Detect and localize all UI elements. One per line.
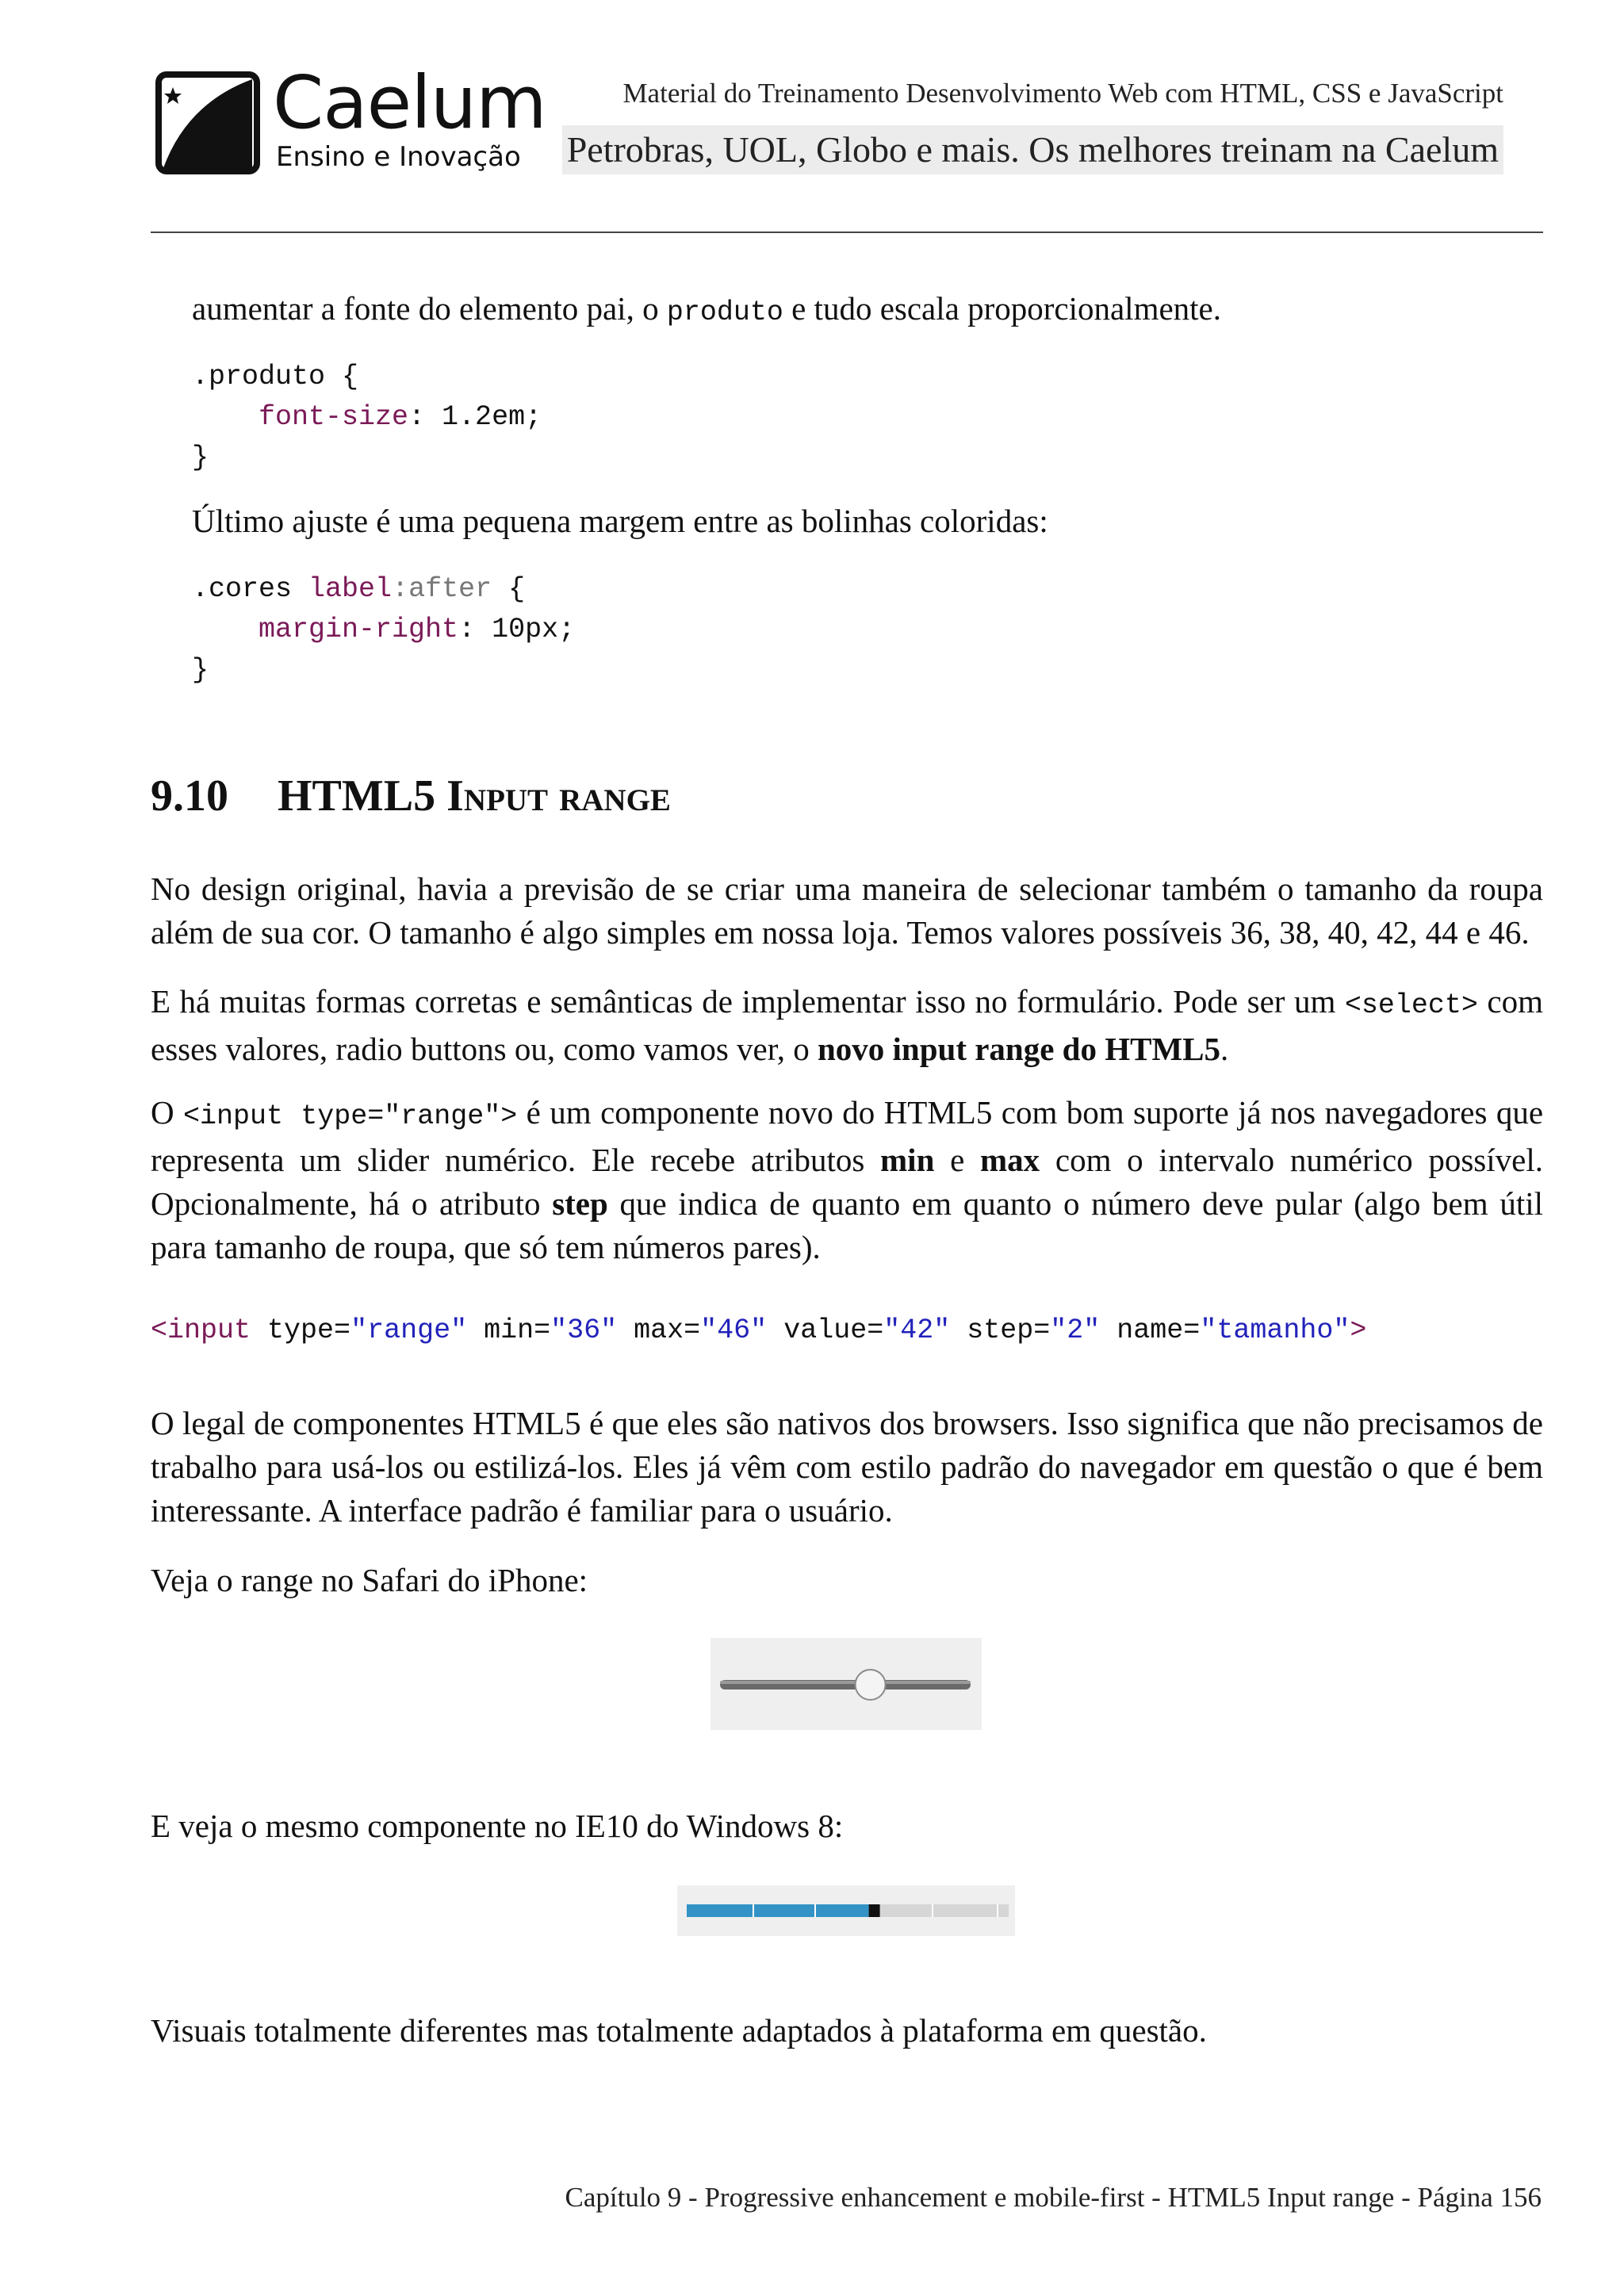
section-title: HTML5 Input range [278, 771, 671, 821]
paragraph-design-original: No design original, havia a previsão de se criar uma maneira de selecionar também o tamanho da roupa além de sua cor. O tamanho é algo simples em nossa loja. Temos valores possíveis 36, 38, 40, 42, 44 e 46. [151, 871, 1543, 951]
code-attr: step= [950, 1314, 1051, 1346]
iphone-range-slider-figure [710, 1638, 982, 1730]
code-close-brace: } [192, 654, 209, 686]
header-divider [151, 232, 1543, 233]
code-tag: <input [151, 1314, 251, 1346]
code-attr-value: "36" [550, 1314, 618, 1346]
code-attr-value: "46" [700, 1314, 768, 1346]
code-block-cores [192, 569, 575, 691]
ie10-range-slider [677, 1885, 1015, 1936]
p3-text-e: que indica de quanto em quanto o número deve pular (algo bem útil para tamanho de roupa, que só tem números pares). [151, 1185, 1543, 1265]
code-attr-value: "42" [883, 1314, 951, 1346]
caelum-logo-icon [155, 71, 260, 174]
p3-inline-code: <input type="range"> [183, 1100, 518, 1132]
code-attr-value: "range" [350, 1314, 468, 1346]
logo-tagline: Ensino e Inovação [276, 141, 521, 173]
paragraph-formas-corretas [151, 980, 1543, 1071]
paragraph-visuais: Visuais totalmente diferentes mas totalmente adaptados à plataforma em questão. [151, 2012, 1207, 2049]
page-footer: Capítulo 9 - Progressive enhancement e mobile-first - HTML5 Input range - Página 156 [565, 2182, 1542, 2213]
caelum-logo [155, 60, 546, 179]
paragraph-input-range [151, 1091, 1543, 1269]
iphone-range-slider [710, 1638, 982, 1730]
code-attr: value= [767, 1314, 884, 1346]
code-tag-end: > [1350, 1314, 1367, 1346]
p2-text-c: . [1220, 1031, 1229, 1067]
code-attr-value: "tamanho" [1200, 1314, 1350, 1346]
p2-text-b: com esses valores, radio buttons ou, como vamos ver, o [151, 983, 1543, 1067]
slider-thumb [869, 1904, 880, 1917]
logo-name: Caelum [273, 60, 546, 145]
p3-text-a: O [151, 1094, 184, 1131]
code-attr: type= [251, 1314, 351, 1346]
slider-thumb [856, 1670, 886, 1700]
intro-text-a: aumentar a fonte do elemento pai, o [192, 290, 667, 327]
code-property: margin-right [259, 614, 459, 645]
p2-inline-code: <select> [1344, 989, 1478, 1021]
slider-fill [687, 1904, 869, 1917]
p3-bold-max: max [980, 1142, 1040, 1178]
code-value: : 10px; [458, 614, 576, 645]
paragraph-componentes-nativos: O legal de componentes HTML5 é que eles são nativos dos browsers. Isso significa que não precisamos de trabalho para usá-los ou estilizá-los. Eles já vêm com estilo padrão do navegador em questão o que é bem interessante. A interface padrão é familiar para o usuário. [151, 1405, 1543, 1529]
ie10-range-slider-figure [677, 1885, 1015, 1936]
code-selector: .cores [192, 573, 309, 605]
intro-inline-code: produto [666, 297, 783, 328]
header-slogan: Petrobras, UOL, Globo e mais. Os melhores treinam na Caelum [562, 125, 1503, 174]
code-attr: name= [1100, 1314, 1201, 1346]
code-element: label [308, 573, 393, 605]
p2-bold: novo input range do HTML5 [817, 1031, 1221, 1067]
section-number: 9.10 [151, 771, 228, 821]
header-title: Material do Treinamento Desenvolvimento Web com HTML, CSS e JavaScript [622, 78, 1503, 109]
code-open-brace: { [492, 573, 526, 605]
code-property: font-size [259, 401, 409, 433]
p3-text-d: com o intervalo numérico possível. Opcionalmente, há o atributo [151, 1142, 1543, 1222]
intro-text-b: e tudo escala proporcionalmente. [783, 290, 1221, 327]
intro-paragraph [192, 287, 1221, 335]
code-close-brace: } [192, 442, 209, 473]
code-attr-value: "2" [1050, 1314, 1101, 1346]
section-heading [151, 771, 671, 821]
code-block-produto [192, 357, 542, 478]
code-value: : 1.2em; [408, 401, 542, 433]
code-selector: .produto { [192, 361, 359, 392]
p3-text-c: e [934, 1142, 981, 1178]
slider-track-highlight [720, 1681, 971, 1684]
p3-bold-min: min [880, 1142, 935, 1178]
code-attr: min= [467, 1314, 551, 1346]
code-attr: max= [617, 1314, 701, 1346]
paragraph-safari: Veja o range no Safari do iPhone: [151, 1562, 588, 1598]
code-input-range [151, 1314, 1366, 1346]
paragraph-ultimo-ajuste: Último ajuste é uma pequena margem entre as bolinhas coloridas: [192, 503, 1048, 539]
p2-text-a: E há muitas formas corretas e semânticas de implementar isso no formulário. Pode ser um [151, 983, 1345, 1020]
p3-text-b: é um componente novo do HTML5 com bom suporte já nos navegadores que representa um slider numérico. Ele recebe atributos [151, 1094, 1544, 1178]
paragraph-ie10: E veja o mesmo componente no IE10 do Windows 8: [151, 1808, 844, 1844]
p3-bold-step: step [552, 1185, 608, 1222]
code-pseudo: :after [392, 573, 492, 605]
